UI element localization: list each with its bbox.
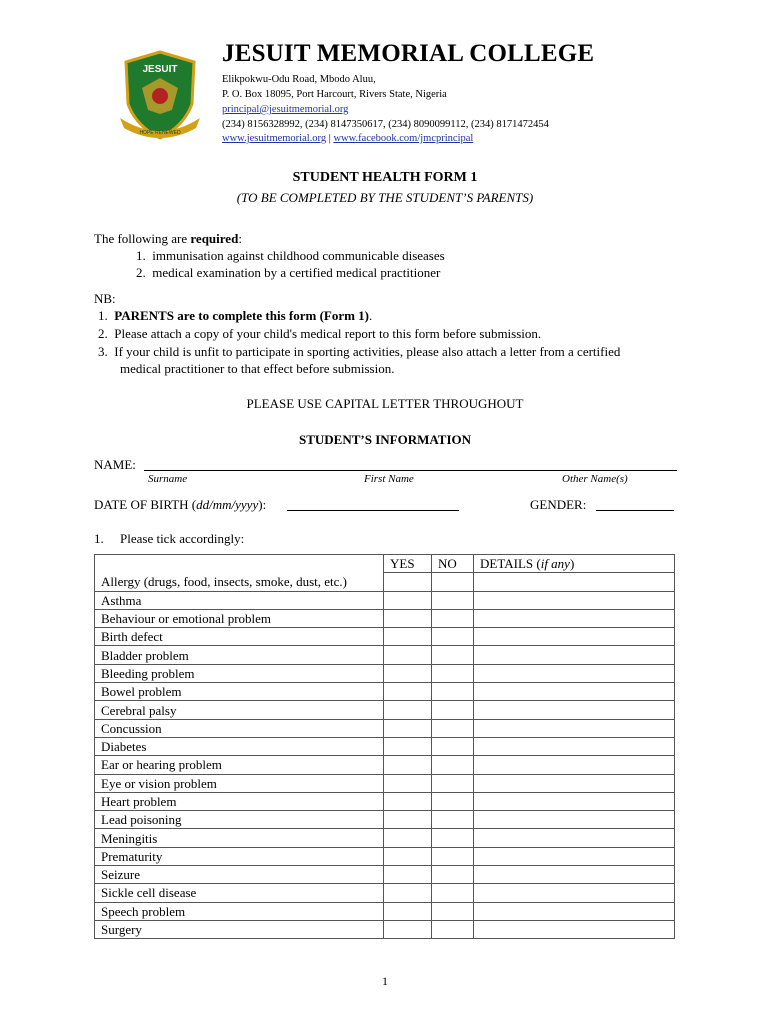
yes-header: YES: [384, 555, 432, 573]
table-row: [95, 628, 675, 646]
nb-item: [98, 344, 620, 360]
table-row: [95, 646, 675, 664]
phone-numbers: (234) 8156328992, (234) 8147350617, (234) 8090099112, (234) 8171472454: [222, 119, 549, 130]
details-input-cell[interactable]: [474, 829, 675, 847]
table-row: [95, 884, 675, 902]
condition-label: Diabetes: [95, 737, 384, 755]
svg-text:HOPE RENEWED: HOPE RENEWED: [139, 130, 181, 136]
health-conditions-table: [94, 554, 675, 939]
item-text: immunisation against childhood communicable diseases: [152, 248, 445, 263]
question-text: Please tick accordingly:: [120, 531, 245, 546]
dob-suffix: ):: [258, 497, 267, 512]
no-checkbox-cell[interactable]: [432, 683, 474, 701]
details-input-cell[interactable]: [474, 792, 675, 810]
details-italic: if any: [540, 556, 570, 572]
yes-checkbox-cell[interactable]: [384, 664, 432, 682]
condition-label: Seizure: [95, 866, 384, 884]
dob-label-text: DATE OF BIRTH (: [94, 497, 197, 512]
details-prefix: DETAILS (: [480, 556, 541, 572]
yes-checkbox-cell[interactable]: [384, 902, 432, 920]
intro-colon: :: [238, 231, 242, 246]
condition-label: Behaviour or emotional problem: [95, 609, 384, 627]
yes-checkbox-cell[interactable]: [384, 737, 432, 755]
condition-label: Lead poisoning: [95, 811, 384, 829]
table-row: [95, 737, 675, 755]
details-input-cell[interactable]: [474, 902, 675, 920]
yes-checkbox-cell[interactable]: [384, 628, 432, 646]
no-checkbox-cell[interactable]: [432, 829, 474, 847]
item-number: 2.: [136, 265, 146, 280]
yes-checkbox-cell[interactable]: [384, 756, 432, 774]
item-number: 3.: [98, 344, 108, 359]
details-header: [474, 555, 675, 573]
table-row: [95, 683, 675, 701]
details-input-cell[interactable]: [474, 847, 675, 865]
condition-label: Heart problem: [95, 792, 384, 810]
condition-label: Birth defect: [95, 628, 384, 646]
condition-label: Bleeding problem: [95, 664, 384, 682]
condition-label: Bladder problem: [95, 646, 384, 664]
othername-caption: Other Name(s): [562, 473, 628, 485]
student-info-heading: STUDENT’S INFORMATION: [298, 432, 472, 447]
no-checkbox-cell[interactable]: [432, 920, 474, 938]
table-row: [95, 701, 675, 719]
facebook-link[interactable]: www.facebook.com/jmcprincipal: [333, 133, 474, 144]
no-checkbox-cell[interactable]: [432, 811, 474, 829]
details-input-cell[interactable]: [474, 737, 675, 755]
yes-checkbox-cell[interactable]: [384, 792, 432, 810]
web-links: [222, 131, 473, 146]
capital-letter-notice: PLEASE USE CAPITAL LETTER THROUGHOUT: [246, 396, 524, 411]
details-input-cell[interactable]: [474, 920, 675, 938]
college-logo: [112, 48, 208, 144]
item-text: medical examination by a certified medical practitioner: [152, 265, 441, 280]
yes-checkbox-cell[interactable]: [384, 701, 432, 719]
yes-checkbox-cell[interactable]: [384, 847, 432, 865]
no-checkbox-cell[interactable]: [432, 792, 474, 810]
intro-text: The following are: [94, 231, 191, 246]
yes-checkbox-cell[interactable]: [384, 811, 432, 829]
no-checkbox-cell[interactable]: [432, 573, 474, 591]
no-checkbox-cell[interactable]: [432, 719, 474, 737]
nb-item-continued: medical practitioner to that effect before submission.: [120, 361, 395, 376]
email-link[interactable]: principal@jesuitmemorial.org: [222, 104, 349, 115]
dob-input-line[interactable]: [287, 510, 459, 511]
dob-label: [94, 497, 266, 513]
condition-label: Meningitis: [95, 829, 384, 847]
item-suffix: .: [369, 308, 373, 323]
address-line-2: P. O. Box 18095, Port Harcourt, Rivers State, Nigeria: [222, 89, 447, 100]
no-checkbox-cell[interactable]: [432, 737, 474, 755]
table-row: [95, 811, 675, 829]
yes-checkbox-cell[interactable]: [384, 683, 432, 701]
requirement-item: [136, 265, 440, 281]
name-input-line[interactable]: [144, 470, 677, 471]
table-row: [95, 573, 675, 591]
no-checkbox-cell[interactable]: [432, 884, 474, 902]
no-checkbox-cell[interactable]: [432, 847, 474, 865]
table-row: [95, 719, 675, 737]
gender-input-line[interactable]: [596, 510, 674, 511]
details-input-cell[interactable]: [474, 866, 675, 884]
item-text: PARENTS are to complete this form (Form 1): [114, 308, 370, 323]
condition-label: Cerebral palsy: [95, 701, 384, 719]
no-checkbox-cell[interactable]: [432, 664, 474, 682]
requirements-intro: [94, 231, 242, 247]
table-row: [95, 792, 675, 810]
firstname-caption: First Name: [364, 473, 414, 485]
table-row: [95, 609, 675, 627]
table-row: [95, 902, 675, 920]
name-label: NAME:: [94, 457, 136, 472]
condition-label: Prematurity: [95, 847, 384, 865]
no-checkbox-cell[interactable]: [432, 628, 474, 646]
item-number: 1.: [136, 248, 146, 263]
website-link[interactable]: www.jesuitmemorial.org: [222, 133, 327, 144]
yes-checkbox-cell[interactable]: [384, 920, 432, 938]
no-header: NO: [432, 555, 474, 573]
details-input-cell[interactable]: [474, 701, 675, 719]
form-title: STUDENT HEALTH FORM 1: [292, 170, 478, 185]
condition-label: Speech problem: [95, 902, 384, 920]
requirement-item: [136, 248, 445, 264]
yes-checkbox-cell[interactable]: [384, 829, 432, 847]
table-row: [95, 591, 675, 609]
details-input-cell[interactable]: [474, 774, 675, 792]
svg-text:JESUIT: JESUIT: [142, 64, 178, 75]
surname-caption: Surname: [148, 473, 188, 485]
table-row: [95, 756, 675, 774]
details-input-cell[interactable]: [474, 719, 675, 737]
no-checkbox-cell[interactable]: [432, 756, 474, 774]
details-input-cell[interactable]: [474, 811, 675, 829]
details-input-cell[interactable]: [474, 664, 675, 682]
table-row: [95, 774, 675, 792]
condition-label: Bowel problem: [95, 683, 384, 701]
item-number: 1.: [98, 308, 108, 323]
details-input-cell[interactable]: [474, 756, 675, 774]
condition-label: Concussion: [95, 719, 384, 737]
link-separator: |: [326, 133, 334, 144]
condition-label: Sickle cell disease: [95, 884, 384, 902]
item-text: If your child is unfit to participate in sporting activities, please also attach a letter from a certified: [114, 344, 621, 359]
nb-item: [98, 326, 541, 342]
yes-checkbox-cell[interactable]: [384, 646, 432, 664]
nb-item: [98, 308, 372, 324]
yes-checkbox-cell[interactable]: [384, 884, 432, 902]
yes-checkbox-cell[interactable]: [384, 719, 432, 737]
item-text: Please attach a copy of your child's medical report to this form before submission.: [114, 326, 542, 341]
table-row: [95, 920, 675, 938]
condition-label: Eye or vision problem: [95, 774, 384, 792]
school-name: JESUIT MEMORIAL COLLEGE: [222, 40, 595, 67]
details-input-cell[interactable]: [474, 884, 675, 902]
condition-label: Surgery: [95, 920, 384, 938]
condition-label: Ear or hearing problem: [95, 756, 384, 774]
condition-label: Asthma: [95, 591, 384, 609]
no-checkbox-cell[interactable]: [432, 609, 474, 627]
no-checkbox-cell[interactable]: [432, 774, 474, 792]
condition-label: Allergy (drugs, food, insects, smoke, dust, etc.): [95, 573, 384, 591]
table-header-row: [95, 555, 675, 573]
table-row: [95, 829, 675, 847]
intro-bold: required: [190, 231, 239, 246]
no-checkbox-cell[interactable]: [432, 591, 474, 609]
nb-label: NB:: [94, 291, 116, 306]
question-1: [94, 531, 244, 547]
address-line-1: Elikpokwu-Odu Road, Mbodo Aluu,: [222, 74, 376, 85]
yes-checkbox-cell[interactable]: [384, 774, 432, 792]
details-input-cell[interactable]: [474, 683, 675, 701]
question-number: 1.: [94, 531, 104, 546]
no-checkbox-cell[interactable]: [432, 701, 474, 719]
yes-checkbox-cell[interactable]: [384, 866, 432, 884]
table-row: [95, 866, 675, 884]
yes-checkbox-cell[interactable]: [384, 609, 432, 627]
yes-checkbox-cell[interactable]: [384, 591, 432, 609]
details-input-cell[interactable]: [474, 609, 675, 627]
table-row: [95, 847, 675, 865]
item-number: 2.: [98, 326, 108, 341]
no-checkbox-cell[interactable]: [432, 866, 474, 884]
dob-format: dd/mm/yyyy: [196, 497, 259, 512]
details-input-cell[interactable]: [474, 573, 675, 591]
details-input-cell[interactable]: [474, 591, 675, 609]
yes-checkbox-cell[interactable]: [384, 573, 432, 591]
form-subtitle: (TO BE COMPLETED BY THE STUDENT’S PARENTS): [236, 190, 534, 205]
table-row: [95, 664, 675, 682]
gender-label: GENDER:: [530, 497, 587, 512]
no-checkbox-cell[interactable]: [432, 902, 474, 920]
condition-header: [95, 555, 384, 573]
no-checkbox-cell[interactable]: [432, 646, 474, 664]
details-input-cell[interactable]: [474, 628, 675, 646]
details-input-cell[interactable]: [474, 646, 675, 664]
details-suffix: ): [569, 556, 575, 572]
page-number: 1: [382, 974, 388, 988]
